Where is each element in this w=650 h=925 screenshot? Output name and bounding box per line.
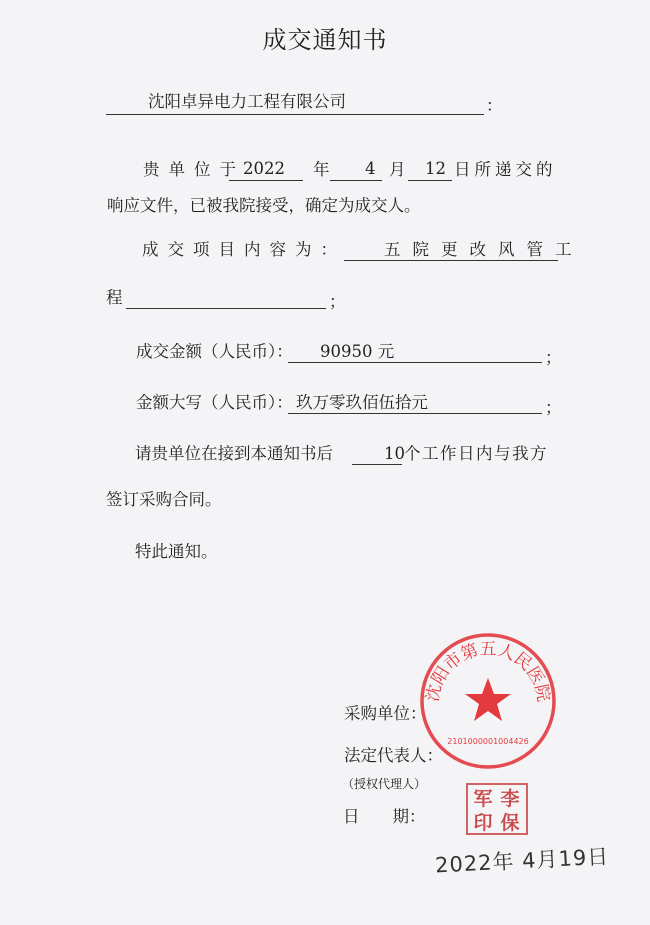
svg-text:印: 印 xyxy=(473,812,493,834)
closing-text: 特此通知。 xyxy=(135,542,218,561)
handwritten-date: 2022年 4月19日 xyxy=(434,844,610,878)
sign-para-prefix: 请贵单位在接到本通知书后 xyxy=(135,444,333,463)
year-value: 2022 xyxy=(243,159,285,178)
amount-words-label: 金额大写（人民币）： xyxy=(136,393,293,412)
legal-rep-label: 法定代表人： xyxy=(344,746,443,765)
sign-para-suffix: 个工作日内与我方 xyxy=(404,444,548,463)
project-underline-2 xyxy=(126,288,326,309)
personal-chop xyxy=(466,783,528,835)
agent-note: （授权代理人） xyxy=(342,777,427,791)
svg-text:李: 李 xyxy=(500,788,520,810)
amount-label: 成交金额（人民币）： xyxy=(136,342,293,361)
amount-words-end: ； xyxy=(545,398,562,417)
amount-value: 90950 元 xyxy=(320,342,395,361)
day-suffix: 日所递交的 xyxy=(454,160,557,179)
days-value: 10 xyxy=(384,444,405,463)
amount-words-value: 玖万零玖佰伍拾元 xyxy=(296,393,428,412)
seal-code: 2101000001004426 xyxy=(447,737,529,746)
hospital-seal xyxy=(419,632,557,770)
amount-end: ； xyxy=(545,348,562,367)
svg-text:军: 军 xyxy=(473,788,493,810)
svg-text:保: 保 xyxy=(500,812,520,834)
year-unit: 年 xyxy=(313,160,330,179)
project-value-line1: 五院更改风管工 xyxy=(384,240,584,259)
date-label: 日 期： xyxy=(343,807,426,826)
recipient-company: 沈阳卓异电力工程有限公司 xyxy=(148,92,346,111)
seal-text: 沈阳市第五人民医院 xyxy=(422,639,554,704)
project-value-line2: 程 xyxy=(106,288,123,307)
day-value: 12 xyxy=(425,159,446,178)
para1-prefix: 贵单位于 xyxy=(143,160,245,179)
page-title: 成交通知书 xyxy=(262,26,388,54)
purchaser-label: 采购单位： xyxy=(344,704,427,723)
project-end: ； xyxy=(329,292,346,311)
para1-line2: 响应文件，已被我院接受，确定为成交人。 xyxy=(107,196,421,215)
seal-star-icon xyxy=(465,678,511,721)
month-value: 4 xyxy=(365,159,376,178)
recipient-colon: ： xyxy=(486,96,503,115)
sign-para-line2: 签订采购合同。 xyxy=(106,490,222,509)
month-unit: 月 xyxy=(389,160,406,179)
project-label: 成交项目内容为： xyxy=(142,240,346,259)
